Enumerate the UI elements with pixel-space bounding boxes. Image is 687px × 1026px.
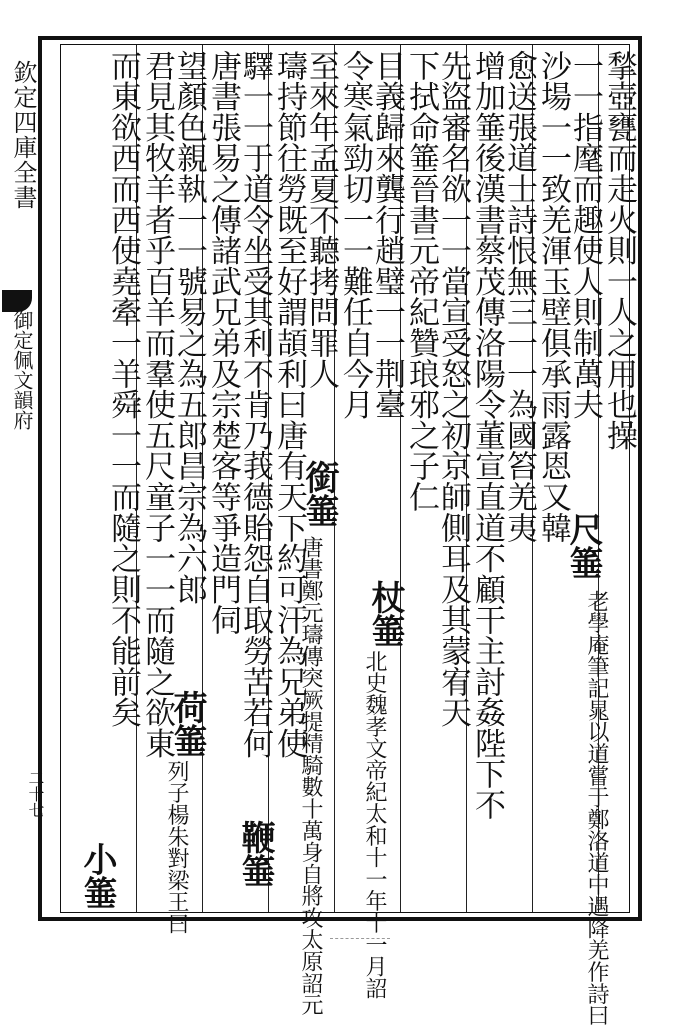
text-column-9: 令寒氣勁切一一難任自今月: [337, 50, 373, 420]
text-column-6: 先盜審名欲一一當宣受怒之初京師側耳及其蒙宥天: [435, 50, 471, 728]
text-column-11: 璹持節往勞既至好謂頡利曰唐有天下約可汗為兄弟使: [271, 50, 307, 759]
headword-chi-note: 老學庵筆記晁以道嘗于鄭洛道中遇降羌作詩曰: [584, 590, 609, 1026]
headword-chi: 尺箠: [563, 512, 603, 580]
headword-zhang: 杖箠: [365, 580, 405, 648]
collection-title: 欽定四庫全書: [9, 60, 37, 210]
text-column-5: 增加箠後漢書蔡茂傳洛陽令董宣直道不顧干主討姦陛下不: [469, 50, 505, 821]
headword-he: 荷箠: [167, 690, 207, 758]
source-title: 御定佩文韻府: [10, 310, 34, 430]
text-column-1: 揫壺甕而走火則一人之用也操: [601, 50, 637, 451]
text-column-4: 愈送張道士詩恨無三一一為國笞羌夷: [501, 50, 537, 543]
text-column-10: 至來年孟夏不聽拷問罪人: [303, 50, 339, 389]
text-column-3: 沙場一一致羌渾玉壁俱承雨露恩又韓: [535, 50, 571, 543]
headword-xian-note: 唐書鄭元璹傳突厥提精騎數十萬身自將攻太原詔元: [298, 536, 323, 1016]
text-column-12: 驛一一于道令坐受其利不肯乃莪德貽怨自取勞苦若何: [237, 50, 273, 759]
text-column-2: 一一指麾而趣使人則制萬夫: [567, 50, 603, 420]
headword-xian: 銜箠: [299, 460, 339, 528]
headword-bian: 鞭箠: [235, 820, 275, 888]
text-column-8: 目義歸來龔行趙璧一一荆臺: [369, 50, 405, 420]
footer-mark: [330, 938, 390, 939]
headword-he-note: 列子楊朱對梁王曰: [164, 760, 189, 935]
page-number: 二十七: [26, 770, 45, 818]
text-column-16: 而東欲西而西使堯牽一羊舜一一而隨之則不能前矣: [105, 50, 141, 728]
text-column-7: 下拭命箠晉書元帝紀贊琅邪之子仁: [403, 50, 439, 513]
fish-tail-mark: [2, 290, 32, 312]
headword-xiao: 小箠: [77, 842, 117, 910]
text-column-14: 望顏色親執一一號易之為五郎昌宗為六郎: [171, 50, 207, 605]
text-column-15: 君見其牧羊者乎百羊而羣使五尺童子一一而隨之欲東: [139, 50, 175, 759]
headword-zhang-note: 北史魏孝文帝紀太和十一年十一月詔: [362, 650, 387, 999]
text-column-13: 唐書張易之傳諸武兄弟及宗楚客等爭造門伺: [205, 50, 241, 636]
